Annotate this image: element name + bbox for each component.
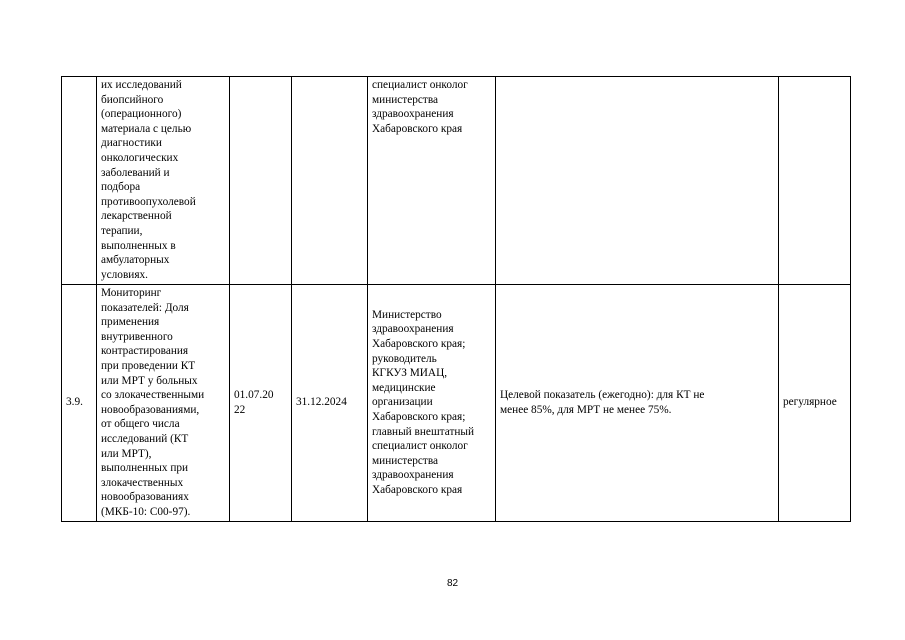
responsible-cell [368,285,496,522]
table-row [62,77,851,285]
start-date: 01.07.20 22 [234,389,274,416]
row-number-cell [62,77,97,285]
row-number: 3.9. [66,396,83,409]
frequency-cell [779,285,851,522]
event-text: их исследований биопсийного (операционного) материала с целью диагностики онкологических заболеваний и подбора противоопухолевой лекарственной терапии, выполненных в амбулаторных условиях. [101,79,196,281]
event-cell [97,77,230,285]
end-date-cell [292,77,368,285]
row-number-cell [62,285,97,522]
result-cell [496,285,779,522]
activity-table [61,76,851,522]
start-date-cell [230,285,292,522]
frequency-text: регулярное [783,396,837,409]
event-text: Мониторинг показателей: Доля применения внутривенного контрастирования при проведении КТ или МРТ у больных со злокачественными новообразованиями, от общего числа исследований (КТ или МРТ), выполненных при злокачественных новообразованиях (МКБ-10: С00-97). [101,287,205,518]
event-cell [97,285,230,522]
responsible-text: Министерство здравоохранения Хабаровского края; руководитель КГКУЗ МИАЦ, медицинские организации Хабаровского края; главный внештатный специалист онколог министерства здравоохранения Хабаровского края [372,308,475,497]
end-date: 31.12.2024 [296,396,347,409]
result-text: Целевой показатель (ежегодно): для КТ не менее 85%, для МРТ не менее 75%. [500,389,705,416]
table-row [62,285,851,522]
responsible-cell [368,77,496,285]
page-number: 82 [446,578,459,589]
responsible-text: специалист онколог министерства здравоохранения Хабаровского края [372,79,468,135]
start-date-cell [230,77,292,285]
end-date-cell [292,285,368,522]
result-cell [496,77,779,285]
frequency-cell [779,77,851,285]
